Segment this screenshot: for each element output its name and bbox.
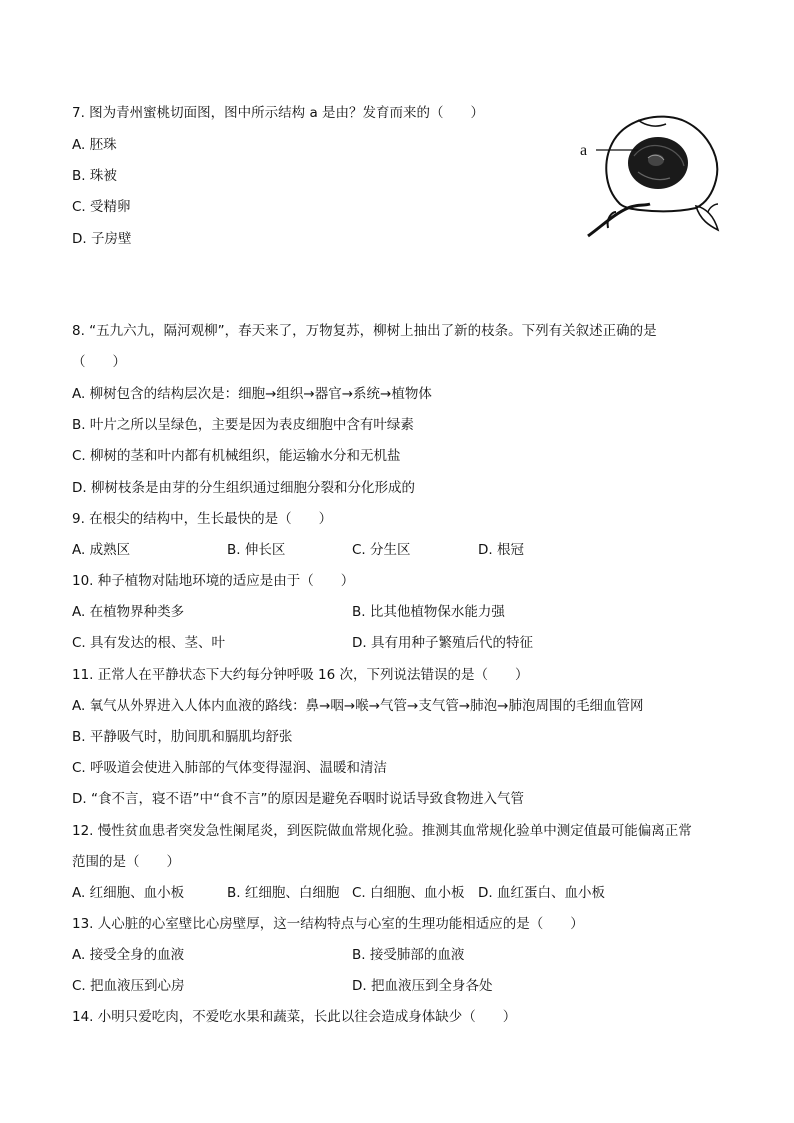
q13-option-c: C. 把血液压到心房 <box>72 978 185 994</box>
figure-label-a: a <box>580 142 588 159</box>
q9-option-b: B. 伸长区 <box>227 542 286 558</box>
peach-cross-section-figure <box>578 108 728 243</box>
q7-stem: 7. 图为青州蜜桃切面图，图中所示结构 a 是由？发育而来的（ ） <box>72 105 485 121</box>
q8-option-b: B. 叶片之所以呈绿色，主要是因为表皮细胞中含有叶绿素 <box>72 417 414 433</box>
q12-stem-cont: 范围的是（ ） <box>72 854 180 870</box>
q11-option-a: A. 氧气从外界进入人体内血液的路线：鼻→咽→喉→气管→支气管→肺泡→肺泡周围的毛细血管网 <box>72 698 644 714</box>
q12-option-c: C. 白细胞、血小板 <box>352 885 465 901</box>
q9-stem: 9. 在根尖的结构中，生长最快的是（ ） <box>72 511 333 527</box>
q8-option-c: C. 柳树的茎和叶内都有机械组织，能运输水分和无机盐 <box>72 448 401 464</box>
q7-option-d: D. 子房壁 <box>72 231 132 247</box>
q7-option-b: B. 珠被 <box>72 168 117 184</box>
q12-option-d: D. 血红蛋白、血小板 <box>478 885 605 901</box>
q7-option-c: C. 受精卵 <box>72 199 131 215</box>
q7-option-a: A. 胚珠 <box>72 137 117 153</box>
q9-option-c: C. 分生区 <box>352 542 411 558</box>
q13-option-b: B. 接受肺部的血液 <box>352 947 465 963</box>
q11-option-b: B. 平静吸气时，肋间肌和膈肌均舒张 <box>72 729 293 745</box>
q13-option-a: A. 接受全身的血液 <box>72 947 185 963</box>
q10-option-b: B. 比其他植物保水能力强 <box>352 604 505 620</box>
q13-option-d: D. 把血液压到全身各处 <box>352 978 493 994</box>
q12-option-a: A. 红细胞、血小板 <box>72 885 185 901</box>
q13-stem: 13. 人心脏的心室壁比心房壁厚，这一结构特点与心室的生理功能相适应的是（ ） <box>72 916 584 932</box>
q8-stem: 8. “五九六九，隔河观柳”，春天来了，万物复苏，柳树上抽出了新的枝条。下列有关叙述正确的是 <box>72 323 657 339</box>
q9-option-a: A. 成熟区 <box>72 542 131 558</box>
q10-option-d: D. 具有用种子繁殖后代的特征 <box>352 635 533 651</box>
q10-option-a: A. 在植物界种类多 <box>72 604 185 620</box>
q11-option-d: D. “食不言，寝不语”中“食不言”的原因是避免吞咽时说话导致食物进入气管 <box>72 791 524 807</box>
q8-option-a: A. 柳树包含的结构层次是：细胞→组织→器官→系统→植物体 <box>72 386 432 402</box>
q8-option-d: D. 柳树枝条是由芽的分生组织通过细胞分裂和分化形成的 <box>72 480 415 496</box>
q12-stem: 12. 慢性贫血患者突发急性阑尾炎，到医院做血常规化验。推测其血常规化验单中测定值最可能偏离正常 <box>72 823 692 839</box>
q12-option-b: B. 红细胞、白细胞 <box>227 885 340 901</box>
q11-stem: 11. 正常人在平静状态下大约每分钟呼吸 16 次，下列说法错误的是（ ） <box>72 667 529 683</box>
q10-stem: 10. 种子植物对陆地环境的适应是由于（ ） <box>72 573 355 589</box>
q14-stem: 14. 小明只爱吃肉，不爱吃水果和蔬菜，长此以往会造成身体缺少（ ） <box>72 1009 517 1025</box>
q11-option-c: C. 呼吸道会使进入肺部的气体变得湿润、温暖和清洁 <box>72 760 388 776</box>
q9-option-d: D. 根冠 <box>478 542 524 558</box>
q8-stem-cont: （ ） <box>72 354 126 370</box>
q10-option-c: C. 具有发达的根、茎、叶 <box>72 635 226 651</box>
